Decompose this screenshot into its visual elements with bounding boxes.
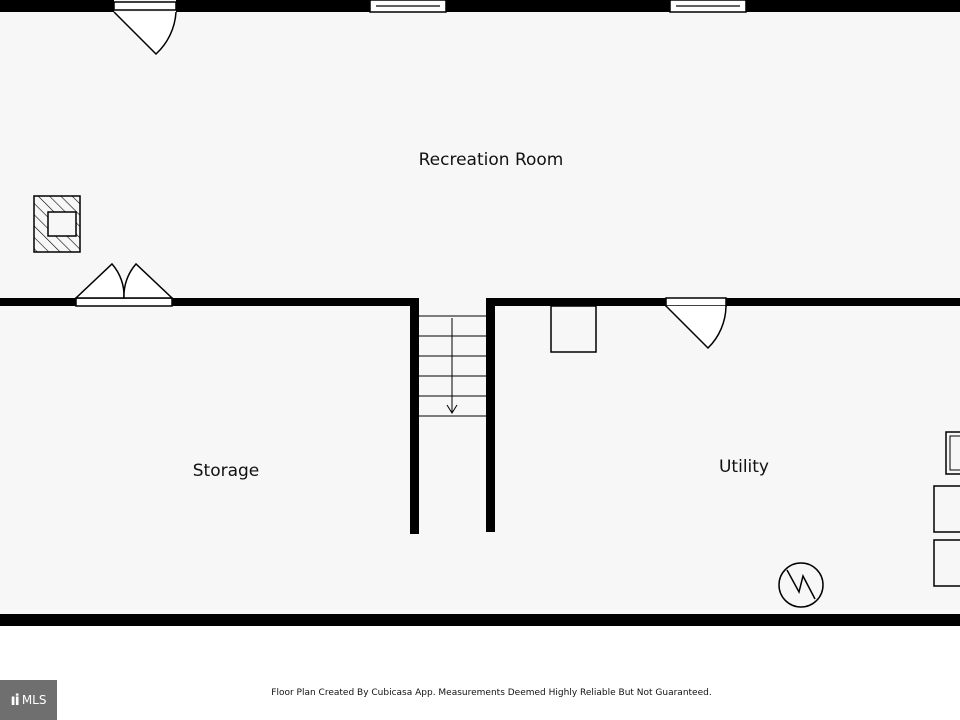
appliance-icon <box>934 540 960 586</box>
stair-wall-right <box>486 298 495 532</box>
stair-wall-left <box>410 298 419 534</box>
water-heater-icon <box>779 563 823 607</box>
exterior-wall-bottom <box>0 614 960 626</box>
appliance-icon <box>934 486 960 532</box>
room-label-recreation: Recreation Room <box>418 150 564 170</box>
room-label-storage: Storage <box>192 461 260 481</box>
appliance-icon <box>551 306 596 352</box>
mls-badge <box>0 680 57 720</box>
mls-logo-icon: ıi <box>10 691 19 709</box>
floor-plan-disclaimer: Floor Plan Created By Cubicasa App. Measurements Deemed Highly Reliable But Not Guaranteed. <box>271 688 712 698</box>
mls-text: MLS <box>21 693 47 707</box>
window-icon <box>670 0 746 12</box>
appliance-icon <box>946 432 960 474</box>
room-label-utility: Utility <box>718 457 770 477</box>
interior-wall-left <box>0 298 416 306</box>
fireplace-icon <box>34 196 80 252</box>
floor-area <box>0 12 960 614</box>
window-icon <box>370 0 446 12</box>
